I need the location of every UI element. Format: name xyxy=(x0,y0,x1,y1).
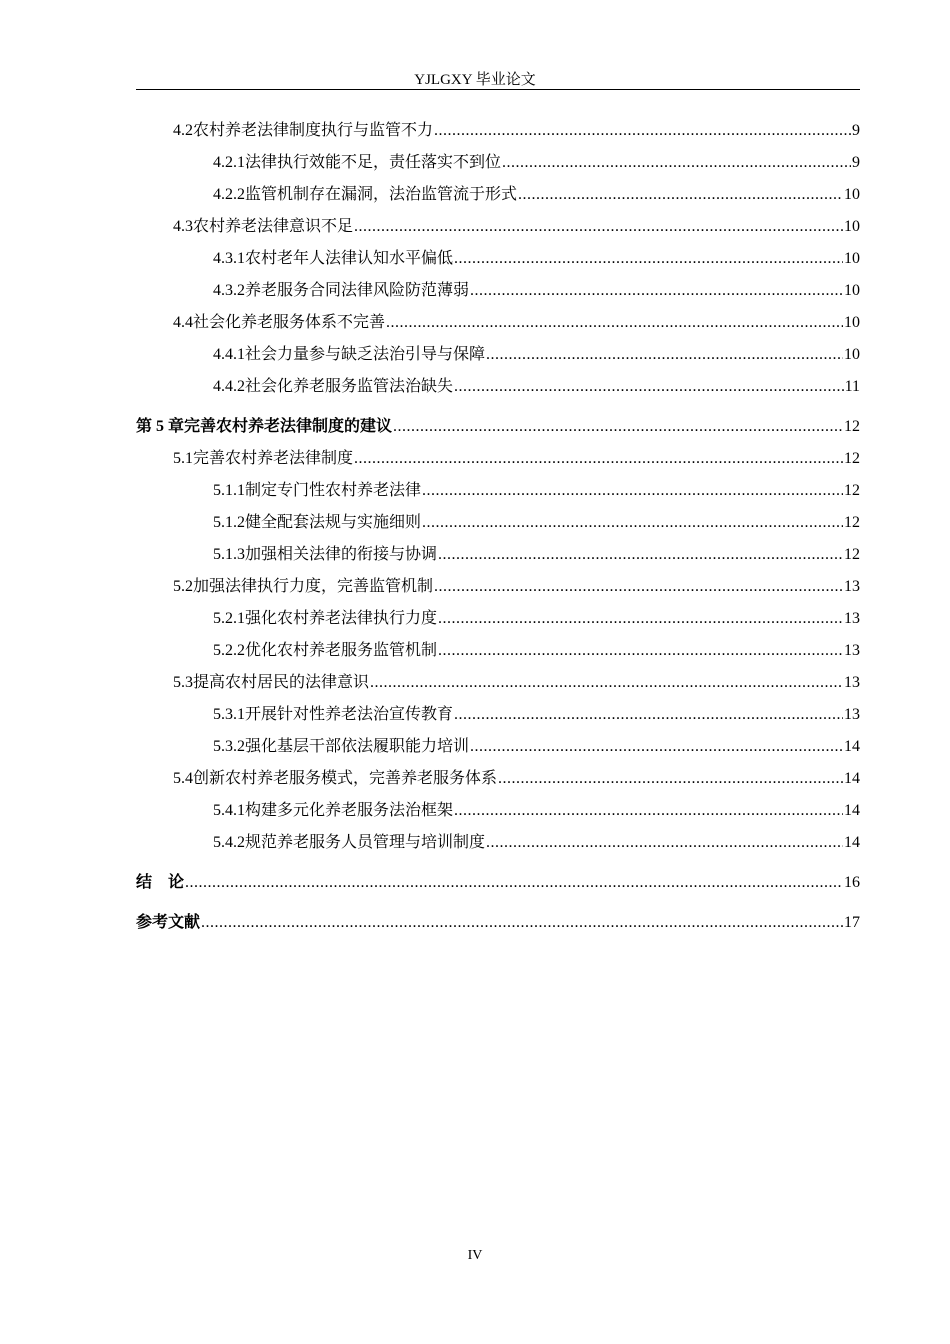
toc-entry-title: 健全配套法规与实施细则 xyxy=(245,512,422,531)
toc-entry-page: 12 xyxy=(844,482,860,499)
toc-entry-title: 法律执行效能不足，责任落实不到位 xyxy=(245,152,502,171)
toc-entry-number: 4.4 xyxy=(173,314,193,331)
toc-entry[interactable] xyxy=(136,114,860,146)
toc-entry-page: 12 xyxy=(844,546,860,563)
dot-leader xyxy=(518,178,843,211)
toc-entry-title: 加强法律执行力度，完善监管机制 xyxy=(193,576,434,595)
toc-entry-number: 5.1.1 xyxy=(213,482,245,499)
dot-leader xyxy=(498,762,843,795)
toc-entry-title: 社会化养老服务体系不完善 xyxy=(193,312,386,331)
toc-entry[interactable] xyxy=(136,602,860,634)
toc-entry-title: 加强相关法律的衔接与协调 xyxy=(245,544,438,563)
dot-leader xyxy=(438,602,843,635)
toc-entry-title: 优化农村养老服务监管机制 xyxy=(245,640,438,659)
toc-entry[interactable] xyxy=(136,410,860,442)
dot-leader xyxy=(486,826,843,859)
toc-entry-number: 5.4 xyxy=(173,770,193,787)
dot-leader xyxy=(434,114,851,147)
toc-entry[interactable] xyxy=(136,762,860,794)
toc-entry-title: 开展针对性养老法治宣传教育 xyxy=(245,704,454,723)
toc-entry-number: 4.3.2 xyxy=(213,282,245,299)
toc-entry-number: 4.4.1 xyxy=(213,346,245,363)
toc-entry-page: 10 xyxy=(844,250,860,267)
dot-leader xyxy=(201,906,843,939)
dot-leader xyxy=(454,698,843,731)
page-header: YJLGXY 毕业论文 xyxy=(414,72,536,88)
toc-entry-number: 5.3.2 xyxy=(213,738,245,755)
toc-entry[interactable] xyxy=(136,338,860,370)
toc-entry-page: 10 xyxy=(844,346,860,363)
toc-entry[interactable] xyxy=(136,794,860,826)
toc-entry-number: 4.3 xyxy=(173,218,193,235)
toc-entry-title: 提高农村居民的法律意识 xyxy=(193,672,370,691)
toc-entry-title: 完善农村养老法律制度的建议 xyxy=(184,416,393,435)
toc-entry-page: 10 xyxy=(844,186,860,203)
toc-entry-title: 强化基层干部依法履职能力培训 xyxy=(245,736,470,755)
toc-entry-page: 10 xyxy=(844,314,860,331)
toc-entry[interactable] xyxy=(136,178,860,210)
dot-leader xyxy=(393,410,843,443)
toc-entry[interactable] xyxy=(136,538,860,570)
toc-entry-page: 14 xyxy=(844,770,860,787)
toc-entry-title: 制定专门性农村养老法律 xyxy=(245,480,422,499)
toc-entry[interactable] xyxy=(136,866,860,898)
dot-leader xyxy=(434,570,843,603)
dot-leader xyxy=(438,538,843,571)
toc-entry[interactable] xyxy=(136,370,860,402)
toc-entry-title: 完善农村养老法律制度 xyxy=(193,448,354,467)
toc-entry-page: 12 xyxy=(844,514,860,531)
toc-entry-number: 4.2.1 xyxy=(213,154,245,171)
toc-entry[interactable] xyxy=(136,306,860,338)
dot-leader xyxy=(370,666,843,699)
toc-entry[interactable] xyxy=(136,634,860,666)
toc-entry-title: 农村养老法律意识不足 xyxy=(193,216,354,235)
toc-entry-title: 构建多元化养老服务法治框架 xyxy=(245,800,454,819)
toc-entry[interactable] xyxy=(136,210,860,242)
table-of-contents xyxy=(136,114,860,938)
toc-entry-number: 5.4.1 xyxy=(213,802,245,819)
toc-entry-page: 12 xyxy=(844,450,860,467)
toc-entry-number: 5.1.3 xyxy=(213,546,245,563)
toc-entry-number: 5.3.1 xyxy=(213,706,245,723)
toc-entry-title: 强化农村养老法律执行力度 xyxy=(245,608,438,627)
toc-entry[interactable] xyxy=(136,474,860,506)
toc-entry-page: 13 xyxy=(844,578,860,595)
toc-entry-page: 16 xyxy=(844,874,860,891)
toc-entry[interactable] xyxy=(136,146,860,178)
toc-entry-page: 11 xyxy=(844,378,860,395)
dot-leader xyxy=(354,210,843,243)
toc-entry-title: 创新农村养老服务模式，完善养老服务体系 xyxy=(193,768,498,787)
toc-entry[interactable] xyxy=(136,730,860,762)
toc-entry[interactable] xyxy=(136,274,860,306)
dot-leader xyxy=(438,634,843,667)
toc-entry-title: 养老服务合同法律风险防范薄弱 xyxy=(245,280,470,299)
toc-entry[interactable] xyxy=(136,506,860,538)
toc-entry-title: 社会力量参与缺乏法治引导与保障 xyxy=(245,344,486,363)
dot-leader xyxy=(470,274,843,307)
toc-entry-page: 14 xyxy=(844,738,860,755)
toc-entry-title: 监管机制存在漏洞，法治监管流于形式 xyxy=(245,184,518,203)
dot-leader xyxy=(502,146,851,179)
toc-entry-title: 参考文献 xyxy=(136,912,201,931)
toc-entry-page: 12 xyxy=(844,418,860,435)
toc-entry-number: 5.2.2 xyxy=(213,642,245,659)
page-number: IV xyxy=(467,1248,483,1263)
toc-entry-page: 13 xyxy=(844,706,860,723)
toc-entry[interactable] xyxy=(136,242,860,274)
toc-entry-page: 13 xyxy=(844,610,860,627)
toc-entry-number: 4.2 xyxy=(173,122,193,139)
toc-entry-title: 规范养老服务人员管理与培训制度 xyxy=(245,832,486,851)
toc-entry-title: 农村养老法律制度执行与监管不力 xyxy=(193,120,434,139)
toc-entry-page: 10 xyxy=(844,282,860,299)
toc-entry-number: 5.2 xyxy=(173,578,193,595)
toc-entry-number: 5.4.2 xyxy=(213,834,245,851)
dot-leader xyxy=(422,474,843,507)
dot-leader xyxy=(354,442,843,475)
toc-entry-page: 9 xyxy=(852,122,860,139)
toc-entry[interactable] xyxy=(136,698,860,730)
toc-entry-number: 5.1 xyxy=(173,450,193,467)
toc-entry[interactable] xyxy=(136,826,860,858)
toc-entry[interactable] xyxy=(136,666,860,698)
toc-entry[interactable] xyxy=(136,442,860,474)
dot-leader xyxy=(470,730,843,763)
dot-leader xyxy=(386,306,843,339)
toc-entry-page: 9 xyxy=(852,154,860,171)
toc-entry-title: 农村老年人法律认知水平偏低 xyxy=(245,248,454,267)
toc-entry-number: 5.1.2 xyxy=(213,514,245,531)
toc-entry-number: 第 5 章 xyxy=(136,418,185,435)
dot-leader xyxy=(454,242,843,275)
dot-leader xyxy=(486,338,843,371)
toc-entry-number: 5.3 xyxy=(173,674,193,691)
header-rule xyxy=(136,89,860,90)
toc-entry[interactable] xyxy=(136,906,860,938)
toc-entry-title: 社会化养老服务监管法治缺失 xyxy=(245,376,454,395)
toc-entry-number: 4.3.1 xyxy=(213,250,245,267)
toc-entry-page: 13 xyxy=(844,642,860,659)
toc-entry-page: 14 xyxy=(844,834,860,851)
toc-entry[interactable] xyxy=(136,570,860,602)
toc-entry-page: 17 xyxy=(844,914,860,931)
toc-entry-page: 14 xyxy=(844,802,860,819)
dot-leader xyxy=(185,866,843,899)
toc-entry-title: 结 论 xyxy=(136,872,185,891)
toc-entry-page: 13 xyxy=(844,674,860,691)
toc-entry-number: 4.4.2 xyxy=(213,378,245,395)
toc-entry-number: 5.2.1 xyxy=(213,610,245,627)
toc-entry-page: 10 xyxy=(844,218,860,235)
toc-entry-number: 4.2.2 xyxy=(213,186,245,203)
dot-leader xyxy=(454,794,843,827)
dot-leader xyxy=(454,370,844,403)
dot-leader xyxy=(422,506,843,539)
